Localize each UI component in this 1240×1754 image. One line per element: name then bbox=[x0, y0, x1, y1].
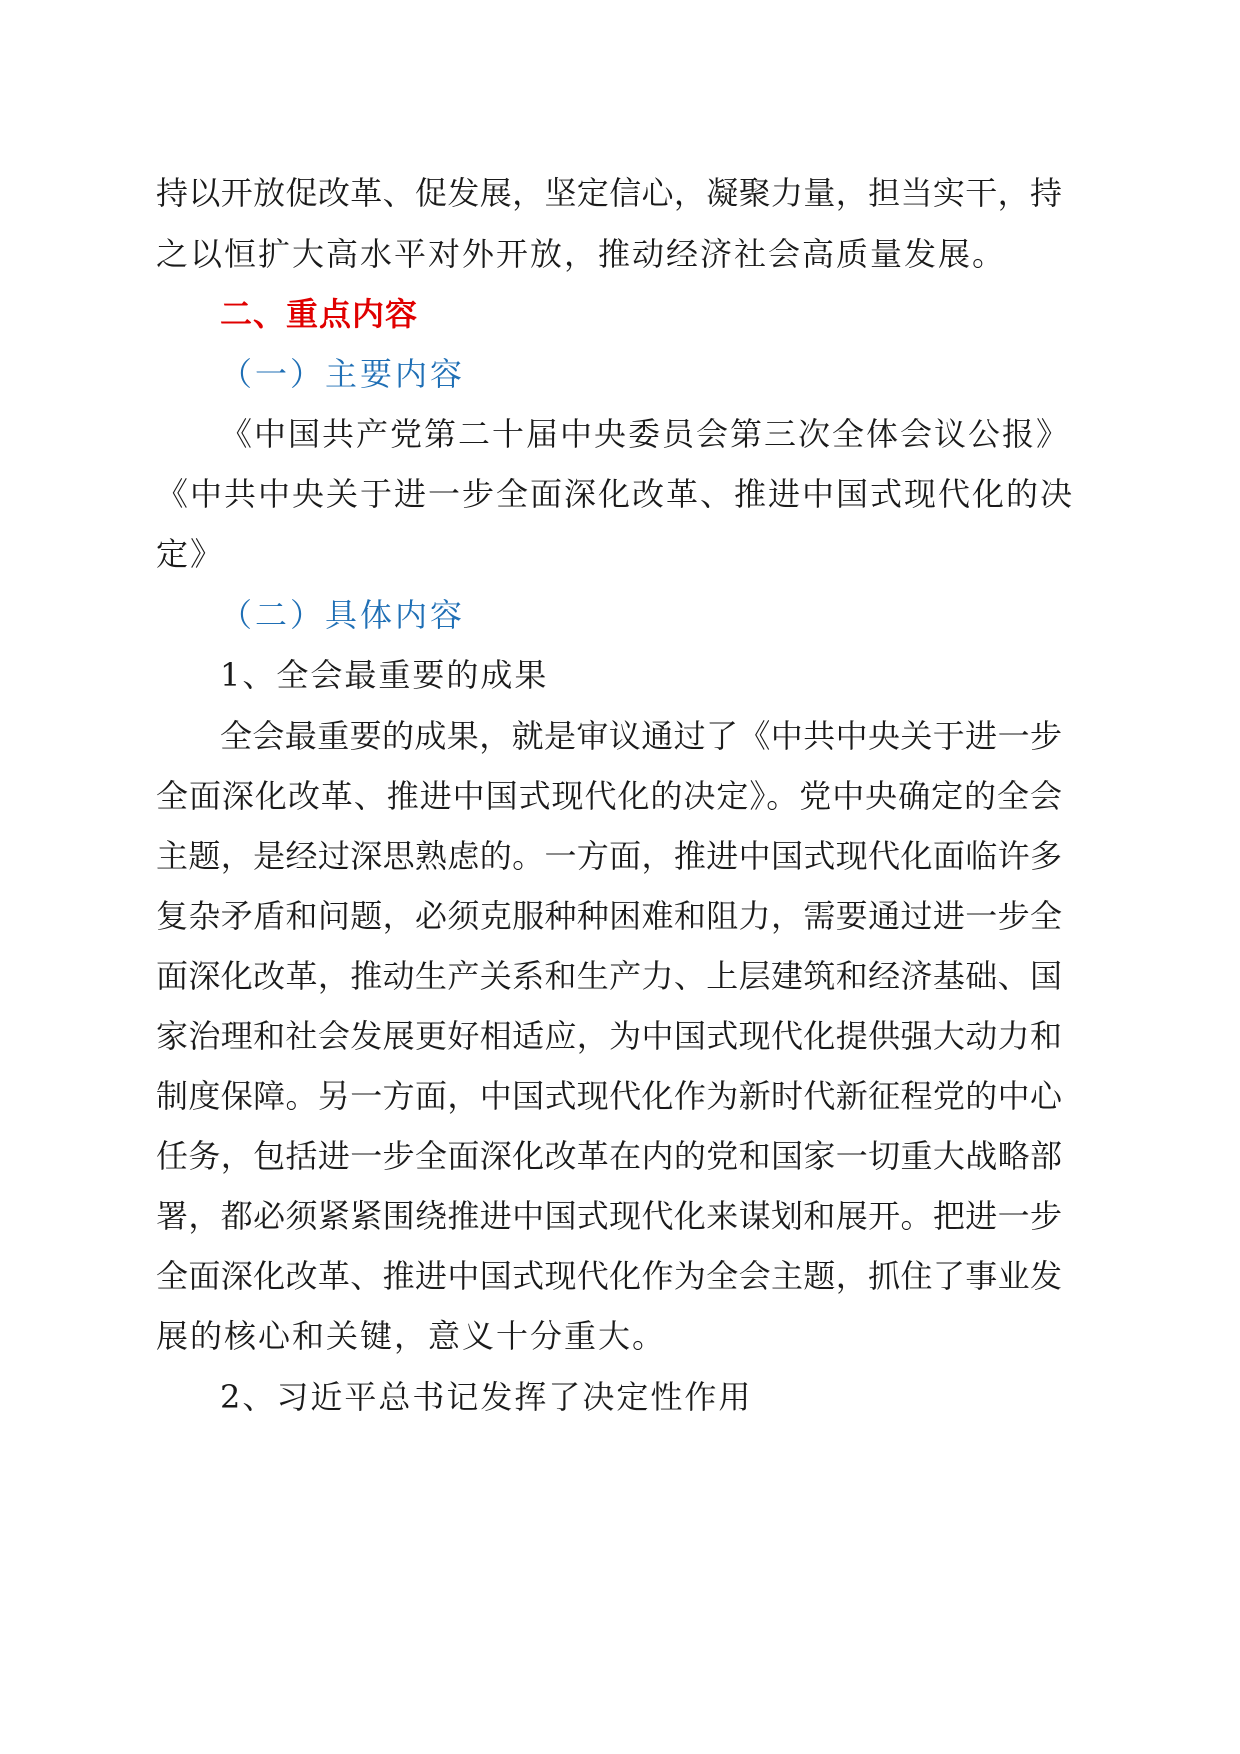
item-1-paragraph-line: 复杂矛盾和问题，必须克服种种困难和阻力，需要通过进一步全 bbox=[156, 897, 1062, 935]
intro-line-1: 持以开放促改革、促发展，坚定信心，凝聚力量，担当实干，持 bbox=[156, 174, 1062, 212]
item-1-title: 1、全会最重要的成果 bbox=[220, 656, 549, 694]
item-1-paragraph-line: 全面深化改革、推进中国式现代化作为全会主题，抓住了事业发 bbox=[156, 1257, 1062, 1295]
reference-line-3: 定》 bbox=[156, 535, 225, 573]
item-1-paragraph-line: 主题，是经过深思熟虑的。一方面，推进中国式现代化面临许多 bbox=[156, 837, 1062, 875]
item-2-title: 2、习近平总书记发挥了决定性作用 bbox=[220, 1378, 753, 1416]
reference-line-1: 《中国共产党第二十届中央委员会第三次全体会议公报》 bbox=[220, 415, 1071, 453]
item-1-paragraph-line: 任务，包括进一步全面深化改革在内的党和国家一切重大战略部 bbox=[156, 1137, 1062, 1175]
item-1-paragraph-line: 全面深化改革、推进中国式现代化的决定》。党中央确定的全会 bbox=[156, 777, 1062, 815]
item-1-paragraph-line: 全会最重要的成果，就是审议通过了《中共中央关于进一步 bbox=[220, 717, 1062, 755]
item-1-paragraph-line: 家治理和社会发展更好相适应，为中国式现代化提供强大动力和 bbox=[156, 1017, 1062, 1055]
intro-line-2: 之以恒扩大高水平对外开放，推动经济社会高质量发展。 bbox=[156, 235, 1007, 273]
item-1-paragraph-line: 制度保障。另一方面，中国式现代化作为新时代新征程党的中心 bbox=[156, 1077, 1062, 1115]
subheading-specific-content: （二）具体内容 bbox=[220, 596, 466, 634]
subheading-main-content: （一）主要内容 bbox=[220, 355, 466, 393]
reference-line-2: 《中共中央关于进一步全面深化改革、推进中国式现代化的决 bbox=[156, 475, 1075, 513]
section-heading-key-content: 二、重点内容 bbox=[220, 295, 419, 333]
item-1-paragraph-line: 面深化改革，推动生产关系和生产力、上层建筑和经济基础、国 bbox=[156, 957, 1062, 995]
item-1-paragraph-line: 展的核心和关键，意义十分重大。 bbox=[156, 1317, 667, 1355]
item-1-paragraph-line: 署，都必须紧紧围绕推进中国式现代化来谋划和展开。把进一步 bbox=[156, 1197, 1062, 1235]
